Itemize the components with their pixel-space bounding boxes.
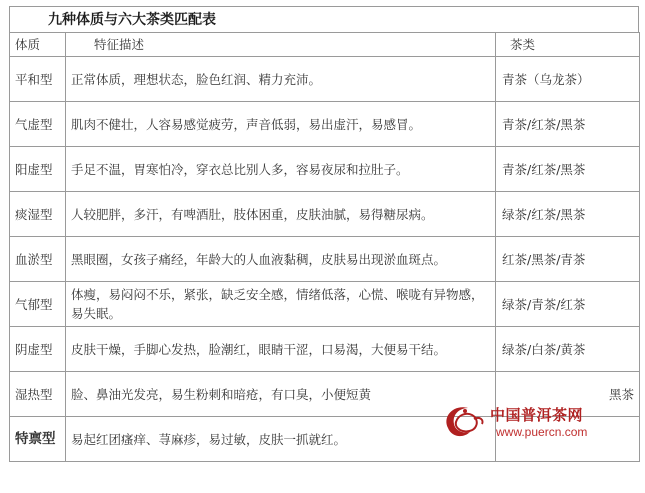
watermark-site-name: 中国普洱茶网 bbox=[490, 406, 584, 424]
constitution-cell: 痰湿型 bbox=[10, 192, 66, 237]
features-cell: 易起红团瘙痒、荨麻疹，易过敏，皮肤一抓就红。 bbox=[66, 417, 496, 462]
tea-cell: 绿茶/青茶/红茶 bbox=[496, 282, 640, 327]
constitution-cell: 特禀型 bbox=[10, 417, 66, 462]
constitution-cell: 阴虚型 bbox=[10, 327, 66, 372]
header-constitution: 体质 bbox=[10, 33, 66, 57]
constitution-cell: 血淤型 bbox=[10, 237, 66, 282]
table-title: 九种体质与六大茶类匹配表 bbox=[9, 6, 639, 32]
table-row bbox=[10, 57, 640, 102]
header-features: 特征描述 bbox=[66, 33, 496, 57]
constitution-tea-table bbox=[9, 32, 640, 462]
table-row bbox=[10, 372, 640, 417]
features-cell: 脸、鼻油光发亮，易生粉刺和暗疮，有口臭，小便短黄 bbox=[66, 372, 496, 417]
features-cell: 皮肤干燥，手脚心发热，脸潮红，眼睛干涩，口易渴，大便易干结。 bbox=[66, 327, 496, 372]
features-cell: 正常体质，理想状态，脸色红润、精力充沛。 bbox=[66, 57, 496, 102]
tea-cell: 青茶/红茶/黑茶 bbox=[496, 147, 640, 192]
features-cell: 肌肉不健壮，人容易感觉疲劳，声音低弱，易出虚汗，易感冒。 bbox=[66, 102, 496, 147]
tea-cell: 青茶（乌龙茶） bbox=[496, 57, 640, 102]
constitution-cell: 湿热型 bbox=[10, 372, 66, 417]
table-row bbox=[10, 417, 640, 462]
table-row bbox=[10, 327, 640, 372]
header-row bbox=[10, 33, 640, 57]
table-row bbox=[10, 102, 640, 147]
table-row bbox=[10, 192, 640, 237]
tea-cell bbox=[496, 417, 640, 462]
constitution-cell: 平和型 bbox=[10, 57, 66, 102]
watermark-url: www.puercn.com bbox=[496, 425, 588, 439]
table-row bbox=[10, 282, 640, 327]
document bbox=[9, 6, 639, 462]
tea-cell: 绿茶/红茶/黑茶 bbox=[496, 192, 640, 237]
table-row bbox=[10, 237, 640, 282]
table-row bbox=[10, 147, 640, 192]
features-cell: 体瘦，易闷闷不乐，紧张，缺乏安全感，情绪低落，心慌、喉咙有异物感，易失眠。 bbox=[66, 282, 496, 327]
tea-cell: 青茶/红茶/黑茶 bbox=[496, 102, 640, 147]
tea-cell: 黑茶 bbox=[496, 372, 640, 417]
features-cell: 手足不温，胃寒怕冷，穿衣总比别人多，容易夜尿和拉肚子。 bbox=[66, 147, 496, 192]
features-cell: 人较肥胖，多汗，有啤酒肚，肢体困重，皮肤油腻，易得糖尿病。 bbox=[66, 192, 496, 237]
tea-cell: 红茶/黑茶/青茶 bbox=[496, 237, 640, 282]
constitution-cell: 气虚型 bbox=[10, 102, 66, 147]
features-cell: 黑眼圈，女孩子痛经，年龄大的人血液黏稠，皮肤易出现淤血斑点。 bbox=[66, 237, 496, 282]
constitution-cell: 阳虚型 bbox=[10, 147, 66, 192]
header-tea: 茶类 bbox=[496, 33, 640, 57]
tea-cell: 绿茶/白茶/黄茶 bbox=[496, 327, 640, 372]
constitution-cell: 气郁型 bbox=[10, 282, 66, 327]
